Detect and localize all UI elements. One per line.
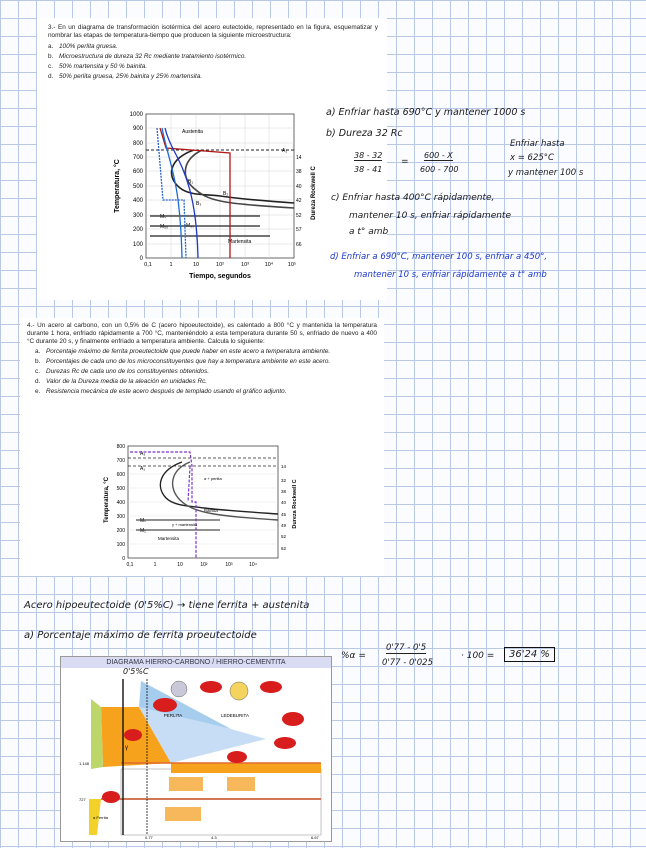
- y-tick: 100: [132, 242, 143, 248]
- x-tick: 10⁴: [249, 562, 257, 568]
- answer-4a-mul: · 100 =: [461, 651, 495, 661]
- x-tick: 10: [177, 562, 183, 568]
- x-tick: 1: [169, 262, 173, 268]
- answer-3c-line2: mantener 10 s, enfriar rápidamente: [349, 211, 511, 221]
- answer-3d-line1: d) Enfriar a 690°C, mantener 100 s, enfriar a 450°,: [330, 252, 548, 262]
- region-hot: [165, 807, 201, 821]
- label-ferrita: α Ferrita: [93, 815, 108, 820]
- question-4-item: b. Porcentajes de cada uno de los microconstituyentes que hay a temperatura ambiente en este acero.: [35, 358, 331, 365]
- y-tick: 900: [132, 126, 143, 132]
- y-tick: 600: [116, 472, 125, 478]
- label-ledeburita: LEDEBURITA: [221, 713, 249, 718]
- question-4-list: [35, 348, 377, 396]
- x-tick: 0,1: [126, 562, 134, 568]
- label-t1: 1.148: [79, 761, 90, 766]
- question-4-item: c. Durezas Rc de cada uno de los constituyentes obtenidos.: [35, 368, 210, 375]
- y-tick: 600: [132, 169, 143, 175]
- label-t2: 727: [79, 797, 86, 802]
- label-ms: Mₛ: [140, 518, 147, 524]
- right-tick: 45: [281, 512, 287, 517]
- question-4-title: 4.- Un acero al carbono, con un 0,5% de C (acero hipoeutectoide), es calentado a 800 °C y mantenida la temperatura durante 1 hora, enfriado rápidamente a 700 °C, manteniéndolo a esta temperatura durante 50 s, enfriado de nuevo a 400 °C durante 20 s, y finalmente enfriado a temperatura ambiente. Calcula lo siguiente:: [27, 322, 377, 345]
- question-4-item: a. Porcentaje máximo de ferrita proeutectoide que puede haber en este acero a temperatura ambiente.: [35, 348, 331, 355]
- region-hot: [227, 777, 255, 791]
- x-tick: 10⁵: [287, 262, 297, 268]
- y-tick: 800: [116, 444, 125, 450]
- question-4: [27, 322, 377, 398]
- x-tick: 10²: [216, 262, 224, 268]
- label-b2: B₂: [223, 191, 229, 197]
- x-tick: 10²: [200, 562, 208, 568]
- label-x1: 0.77: [145, 835, 153, 840]
- y-tick: 100: [116, 542, 125, 548]
- x-tick: 10³: [241, 262, 249, 268]
- right-tick: 49: [281, 523, 287, 528]
- region-ledeburite: [171, 763, 321, 773]
- answer-4a-result: 36'24 %: [504, 647, 555, 662]
- y-tick: 200: [132, 227, 143, 233]
- answer-3b-result-line2: x = 625°C: [510, 153, 554, 163]
- ttt-diagram-q4: [100, 440, 305, 570]
- answer-3b-fraction2-den: 600 - 700: [420, 165, 459, 174]
- answer-3b-result-line1: Enfriar hasta: [510, 139, 565, 149]
- y-tick: 0: [139, 256, 143, 262]
- answer-4a-title: a) Porcentaje máximo de ferrita proeutectoide: [24, 630, 257, 641]
- right-tick: 38: [281, 489, 287, 494]
- y-axis-label: Temperatura, °C: [104, 477, 110, 523]
- y-tick: 200: [116, 528, 125, 534]
- answer-3c-line3: a t° amb: [349, 227, 389, 237]
- answer-3c-line1: c) Enfriar hasta 400°C rápidamente,: [331, 193, 495, 203]
- question-3-list: [48, 43, 378, 81]
- label-a3: A₃: [140, 451, 146, 457]
- answer-4a-lhs: %α =: [341, 651, 366, 661]
- label-mf: M₁: [140, 528, 146, 534]
- question-3-item: c. 50% martensita y 50 % bainita.: [48, 63, 148, 70]
- label-perlita: α + perlita: [204, 476, 222, 481]
- answer-3b-title: b) Dureza 32 Rc: [326, 128, 403, 139]
- label-b1: B₁: [188, 179, 194, 185]
- region-pearlite-cementite: [121, 769, 321, 835]
- answer-3d-line2: mantener 10 s, enfriar rápidamente a t° amb: [354, 270, 547, 280]
- label-m50: M₅₀: [160, 224, 169, 230]
- right-tick: 40: [281, 500, 287, 505]
- answer-3b-fraction2-num: 600 - X: [424, 151, 453, 160]
- question-3: [48, 24, 378, 83]
- y-tick: 500: [116, 486, 125, 492]
- ttt-diagram-q3: [110, 108, 325, 288]
- y-axis-label: Temperatura, °C: [114, 159, 121, 213]
- right-tick: 52: [296, 213, 302, 219]
- question-4-item: e. Resistencia mecánica de este acero después de templado usando el gráfico adjunto.: [35, 388, 287, 395]
- y-tick: 300: [132, 213, 143, 219]
- fe-c-diagram: [60, 656, 332, 842]
- y-tick: 0: [122, 556, 125, 562]
- answer-4a-den: 0'77 - 0'025: [382, 658, 433, 668]
- y-tick: 700: [116, 458, 125, 464]
- y-tick: 1000: [129, 112, 143, 118]
- right-tick: 52: [281, 534, 287, 539]
- right-tick: 57: [296, 227, 302, 233]
- question-3-title: 3.- En un diagrama de transformación isotérmica del acero eutectoide, representado en la figura, esquematizar y nombrar las etapas de temperatura-tiempo que producen la siguiente microestructura:: [48, 24, 378, 39]
- label-ms: Mₛ: [160, 214, 167, 220]
- label-a1: A₁: [140, 466, 146, 472]
- question-4-item: d. Valor de la Dureza media de la aleación en unidades Rc.: [35, 378, 208, 385]
- label-martensita: Martensita: [158, 536, 180, 541]
- answer-3a: a) Enfriar hasta 690°C y mantener 1000 s: [326, 107, 526, 118]
- y-tick: 400: [116, 500, 125, 506]
- fe-c-diagram-title: DIAGRAMA HIERRO-CARBONO / HIERRO-CEMENTITA: [61, 657, 331, 668]
- fe-c-diagram-body: [61, 669, 331, 841]
- answer-3b-fraction-den: 38 - 41: [354, 165, 383, 174]
- x-tick: 10⁴: [264, 262, 274, 268]
- answer-3b-fraction-num: 38 - 32: [354, 151, 383, 160]
- x-tick: 10³: [225, 562, 233, 568]
- y-tick: 700: [132, 155, 143, 161]
- question-3-item: b. Microestructura de dureza 32 Rc mediante tratamiento isotérmico.: [48, 53, 247, 60]
- y2-axis-label: Dureza Rockwell C: [292, 479, 298, 529]
- answer-3b-result-line3: y mantener 100 s: [508, 168, 584, 178]
- label-gamma-martensita: γ + martensita: [172, 522, 198, 527]
- right-tick: 66: [296, 242, 302, 248]
- x-tick: 1: [153, 562, 157, 568]
- annotation-composition: 0'5%C: [123, 667, 149, 676]
- right-tick: 32: [281, 478, 287, 483]
- x-axis-label: Tiempo, segundos: [189, 273, 251, 280]
- right-tick: 40: [296, 184, 302, 190]
- y2-axis-label: Dureza Rockwell C: [311, 166, 317, 220]
- region-hot: [169, 777, 203, 791]
- question-3-item: d. 50% perlita gruesa, 25% bainita y 25% martensita.: [48, 73, 203, 80]
- y-tick: 500: [132, 184, 143, 190]
- right-tick: 62: [281, 546, 287, 551]
- x-tick: 10: [192, 262, 200, 268]
- question-3-item: a. 100% perlita gruesa.: [48, 43, 118, 50]
- y-tick: 300: [116, 514, 125, 520]
- x-tick: 0,1: [144, 262, 152, 268]
- label-bainita: Bainita: [204, 508, 218, 513]
- label-a1: A₁: [282, 148, 288, 154]
- right-tick: 14: [281, 464, 287, 469]
- right-tick: 42: [296, 198, 302, 204]
- y-tick: 800: [132, 141, 143, 147]
- label-x2: 4.3: [211, 835, 217, 840]
- answer-4a-num: 0'77 - 0'5: [386, 643, 427, 653]
- label-mf: M₉₀: [186, 223, 195, 229]
- label-b3: B₃: [196, 201, 202, 207]
- y-tick: 400: [132, 198, 143, 204]
- answer-4-intro: Acero hipoeutectoide (0'5%C) → tiene ferrita + austenita: [24, 600, 310, 611]
- answer-3b-equals: =: [401, 157, 409, 167]
- label-austenita: Austenita: [182, 129, 203, 135]
- right-tick: 38: [296, 169, 302, 175]
- label-martensita: Martensita: [228, 239, 252, 245]
- label-perlita: PERLITA: [163, 713, 183, 718]
- right-tick: 14: [296, 155, 302, 161]
- label-x3: 6.67: [311, 835, 319, 840]
- label-gamma: γ: [125, 745, 128, 751]
